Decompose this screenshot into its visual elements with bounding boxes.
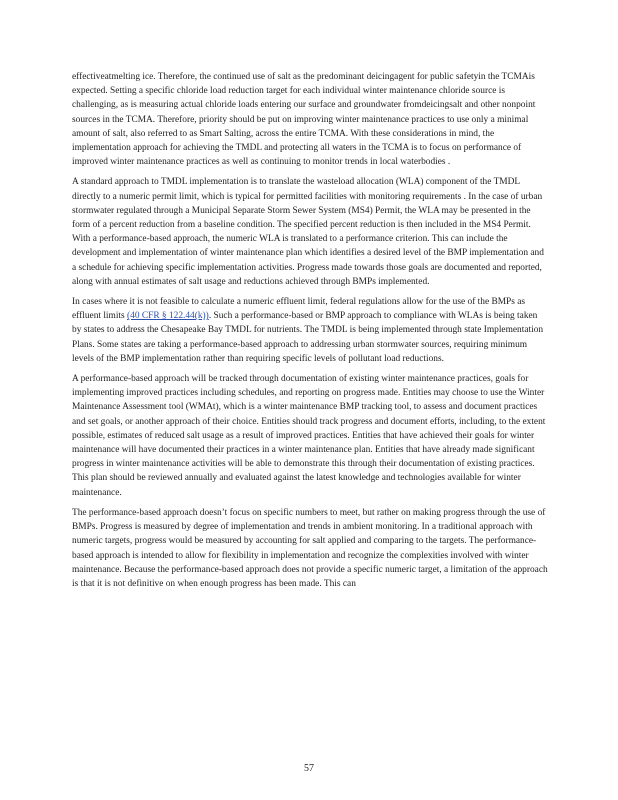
page-number: 57 — [304, 763, 314, 774]
paragraph-5: The performance-based approach doesn’t focus on specific numbers to meet, but rather on making progress through the use of BMPs. Progress is measured by degree of implementation and trends in ambient monitoring. In a traditional approach with numeric targets, progress would be measured by accounting for salt applied and comparing to the targets. The performance-based approach is intended to allow for flexibility in implementation and recognize the complexities involved with winter maintenance. Because the performance-based approach does not provide a specific numeric target, a limitation of the approach is that it is not definitive on when enough progress has been made. This can — [72, 507, 548, 589]
paragraph-3 — [72, 295, 548, 366]
cfr-citation-link[interactable]: (40 CFR § 122.44(k)) — [127, 311, 209, 322]
paragraph-4: A performance-based approach will be tracked through documentation of existing winter maintenance practices, goals for implementing improved practices including schedules, and reporting on progress made. Entities may choose to use the Winter Maintenance Assessment tool (WMAt), which is a winter maintenance BMP tracking tool, to assess and document practices and set goals, or another approach of their choice. Entities should track progress and document efforts, including, to the extent possible, estimates of reduced salt usage as a result of improved practices. Entities that have achieved their goals for winter maintenance will have documented their practices in a winter maintenance plan. Entities that have already made significant progress in winter maintenance activities will be able to demonstrate this through their documentation of existing practices. This plan should be reviewed annually and evaluated against the latest knowledge and technologies available for winter maintenance. — [72, 374, 546, 498]
paragraph-3-text-after: . Such a performance-based or BMP approach to compliance with WLAs is being taken by states to address the Chesapeake Bay TMDL for nutrients. The TMDL is being implemented through state Implementation Plans. Some states are taking a performance-based approach to addressing urban stormwater sources, requiring minimum levels of the BMP implementation rather than requiring specific levels of pollutant load reductions. — [72, 311, 544, 364]
paragraph-1: effectiveatmelting ice. Therefore, the continued use of salt as the predominant deicingagent for public safetyin the TCMAis expected. Setting a specific chloride load reduction target for each individual winter maintenance chloride source is challenging, as is measuring actual chloride loads entering our surface and groundwater fromdeicingsalt and other nonpoint sources in the TCMA. Therefore, priority should be put on improving winter maintenance practices to use only a minimal amount of salt, also referred to as Smart Salting, across the entire TCMA. With these considerations in mind, the implementation approach for achieving the TMDL and protecting all waters in the TCMA is to focus on performance of improved winter maintenance practices as well as continuing to monitor trends in local waterbodies . — [72, 72, 536, 168]
paragraph-2: A standard approach to TMDL implementation is to translate the wasteload allocation (WLA) component of the TMDL directly to a numeric permit limit, which is typical for permitted facilities with monitoring requirements . In the case of urban stormwater regulated through a Municipal Separate Storm Sewer System (MS4) Permit, the WLA may be presented in the form of a percent reduction from a baseline condition. The specified percent reduction is then included in the MS4 Permit. With a performance-based approach, the numeric WLA is translated to a performance criterion. This can include the development and implementation of winter maintenance plan which identifies a desired level of the BMP implementation and a schedule for achieving specific implementation activities. Progress made towards those goals are documented and reported, along with annual estimates of salt usage and reductions achieved through BMPs implemented. — [72, 177, 544, 287]
paragraph-3-text-before: In cases where it is not feasible to calculate a numeric effluent limit, federal regulations allow for the use of the BMPs as effluent limits — [72, 297, 526, 322]
document-body — [72, 70, 548, 597]
